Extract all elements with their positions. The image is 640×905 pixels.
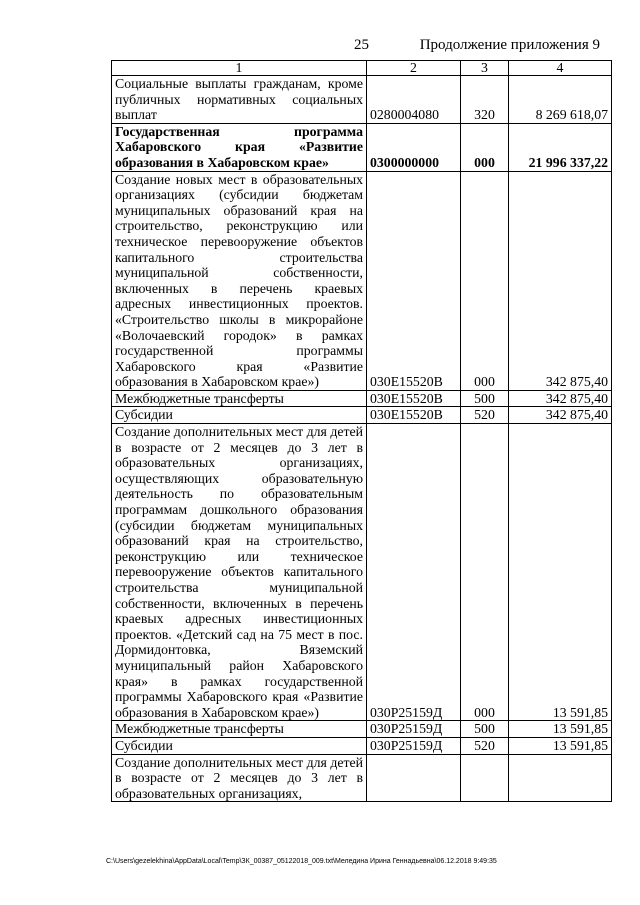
row-type: 500 [461,721,509,738]
row-type: 000 [461,171,509,390]
row-amount: 342 875,40 [509,407,612,424]
row-code: 0280004080 [367,76,461,124]
row-amount: 342 875,40 [509,390,612,407]
table-row [112,754,612,802]
row-amount [509,754,612,802]
row-type [461,754,509,802]
row-amount: 21 996 337,22 [509,123,612,171]
row-code: 030P25159Д [367,424,461,721]
table-header-row [112,61,612,76]
table-row [112,737,612,754]
column-header: 2 [367,61,461,76]
row-amount: 13 591,85 [509,737,612,754]
row-name: Создание дополнительных мест для детей в возрасте от 2 месяцев до 3 лет в образовательных организациях, [112,754,367,802]
table-row [112,721,612,738]
table-row [112,171,612,390]
row-name: Межбюджетные трансферты [112,721,367,738]
row-code: 030P25159Д [367,737,461,754]
table-row [112,123,612,171]
row-type: 000 [461,123,509,171]
column-header: 3 [461,61,509,76]
file-path-footer: C:\Users\gezelekhina\AppData\Local\Temp\ЗК_00387_05122018_009.txt\Меледина Ирина Геннадьевна\06.12.2018 9:49:35 [106,858,497,865]
row-code: 030P25159Д [367,721,461,738]
row-name: Межбюджетные трансферты [112,390,367,407]
row-amount: 342 875,40 [509,171,612,390]
table-row [112,76,612,124]
page-number: 25 [354,37,369,53]
table-row [112,424,612,721]
row-name: Создание новых мест в образовательных организациях (субсидии бюджетам муниципальных образований края на строительство, реконструкцию или техническое перевооружение объектов капитального строительства муниципальной собственности, включенных в перечень краевых адресных инвестиционных проектов. «Строительство школы в микрорайоне «Волочаевский городок» в рамках государственной программы Хабаровского края «Развитие образования в Хабаровском крае») [112,171,367,390]
row-type: 000 [461,424,509,721]
column-header: 1 [112,61,367,76]
row-type: 320 [461,76,509,124]
table-row [112,390,612,407]
row-code: 030E15520В [367,407,461,424]
column-header: 4 [509,61,612,76]
row-code: 030E15520В [367,390,461,407]
row-type: 520 [461,737,509,754]
row-type: 520 [461,407,509,424]
row-name: Создание дополнительных мест для детей в возрасте от 2 месяцев до 3 лет в образовательных организациях, осуществляющих образовательную деятельность по образовательным программам дошкольного образования (субсидии бюджетам муниципальных образований края на строительство, реконструкцию или техническое перевооружение объектов капитального строительства муниципальной собственности, включенных в перечень краевых адресных инвестиционных проектов. «Детский сад на 75 мест в пос. Дормидонтовка, Вяземский муниципальный район Хабаровского края» в рамках государственной программы Хабаровского края «Развитие образования в Хабаровском крае») [112,424,367,721]
row-code: 030E15520В [367,171,461,390]
row-name: Государственная программа Хабаровского края «Развитие образования в Хабаровском крае» [112,123,367,171]
row-code: 0300000000 [367,123,461,171]
row-type: 500 [461,390,509,407]
table-row [112,407,612,424]
row-code [367,754,461,802]
row-name: Социальные выплаты гражданам, кроме публичных нормативных социальных выплат [112,76,367,124]
row-name: Субсидии [112,737,367,754]
row-amount: 13 591,85 [509,721,612,738]
row-amount: 8 269 618,07 [509,76,612,124]
row-name: Субсидии [112,407,367,424]
budget-table [111,60,612,802]
continuation-label: Продолжение приложения 9 [419,37,600,53]
row-amount: 13 591,85 [509,424,612,721]
